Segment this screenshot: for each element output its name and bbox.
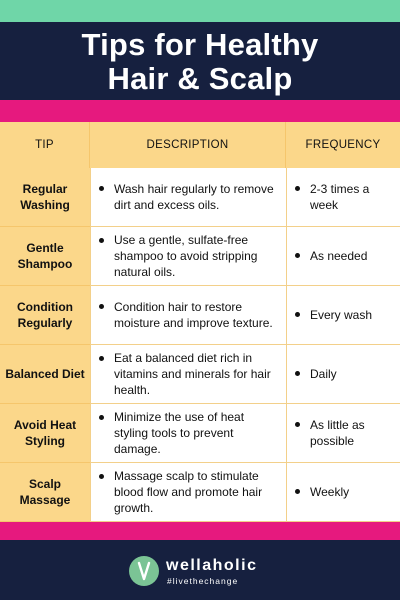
- page-title: [0, 28, 400, 96]
- bullet-icon: [99, 415, 104, 420]
- tip-frequency: [286, 286, 400, 345]
- tip-description: [90, 463, 286, 522]
- tip-frequency: [286, 345, 400, 404]
- bullet-icon: [295, 371, 300, 376]
- bullet-icon: [295, 253, 300, 258]
- description-text: Minimize the use of heat styling tools to prevent damage.: [114, 410, 245, 456]
- table-header-row: [0, 122, 400, 168]
- table-row: [0, 168, 400, 227]
- bullet-icon: [295, 422, 300, 427]
- column-header-description: DESCRIPTION: [90, 122, 286, 168]
- table-row: [0, 345, 400, 404]
- frequency-text: Daily: [310, 367, 337, 381]
- frequency-text: Weekly: [310, 485, 350, 499]
- bullet-icon: [295, 312, 300, 317]
- bullet-icon: [295, 489, 300, 494]
- leaf-icon: [137, 561, 151, 581]
- brand-name: wellaholic: [166, 557, 258, 574]
- column-header-frequency: FREQUENCY: [305, 139, 381, 151]
- description-text: Eat a balanced diet rich in vitamins and minerals for hair health.: [114, 351, 271, 397]
- top-pink-divider: [0, 100, 400, 122]
- frequency-text: Every wash: [310, 308, 373, 322]
- frequency-text: As little as possible: [310, 418, 365, 448]
- top-accent-strip: [0, 0, 400, 22]
- bullet-icon: [99, 356, 104, 361]
- title-line-2: Hair & Scalp: [107, 61, 293, 96]
- tip-frequency: [286, 168, 400, 227]
- bullet-icon: [99, 238, 104, 243]
- bullet-icon: [99, 186, 104, 191]
- description-text: Use a gentle, sulfate-free shampoo to avoid stripping natural oils.: [114, 233, 258, 279]
- tip-name: Balanced Diet: [0, 345, 90, 404]
- bullet-icon: [99, 304, 104, 309]
- tips-table: [0, 122, 400, 522]
- table-row: [0, 227, 400, 286]
- tip-name: Avoid Heat Styling: [0, 404, 90, 463]
- tip-name: Gentle Shampoo: [0, 227, 90, 286]
- tip-description: [90, 168, 286, 227]
- tip-name: Regular Washing: [0, 168, 90, 227]
- column-header-tip: TIP: [0, 122, 90, 168]
- bullet-icon: [99, 474, 104, 479]
- title-line-1: Tips for Healthy: [81, 27, 319, 62]
- tip-description: [90, 404, 286, 463]
- description-text: Massage scalp to stimulate blood flow and promote hair growth.: [114, 469, 263, 515]
- frequency-text: 2-3 times a week: [310, 182, 370, 212]
- frequency-text: As needed: [310, 249, 368, 263]
- tip-frequency: [286, 463, 400, 522]
- bottom-pink-divider: [0, 522, 400, 540]
- tip-description: [90, 227, 286, 286]
- tip-name: Scalp Massage: [0, 463, 90, 522]
- tip-description: [90, 286, 286, 345]
- wellaholic-logo-icon: [129, 556, 159, 586]
- brand-tagline: #livethechange: [167, 576, 239, 586]
- table-row: [0, 404, 400, 463]
- table-row: [0, 286, 400, 345]
- description-text: Wash hair regularly to remove dirt and excess oils.: [114, 182, 274, 212]
- tip-frequency: [286, 404, 400, 463]
- bullet-icon: [295, 186, 300, 191]
- tip-description: [90, 345, 286, 404]
- table-row: [0, 463, 400, 522]
- tip-name: Condition Regularly: [0, 286, 90, 345]
- tip-frequency: [286, 227, 400, 286]
- description-text: Condition hair to restore moisture and improve texture.: [114, 300, 273, 330]
